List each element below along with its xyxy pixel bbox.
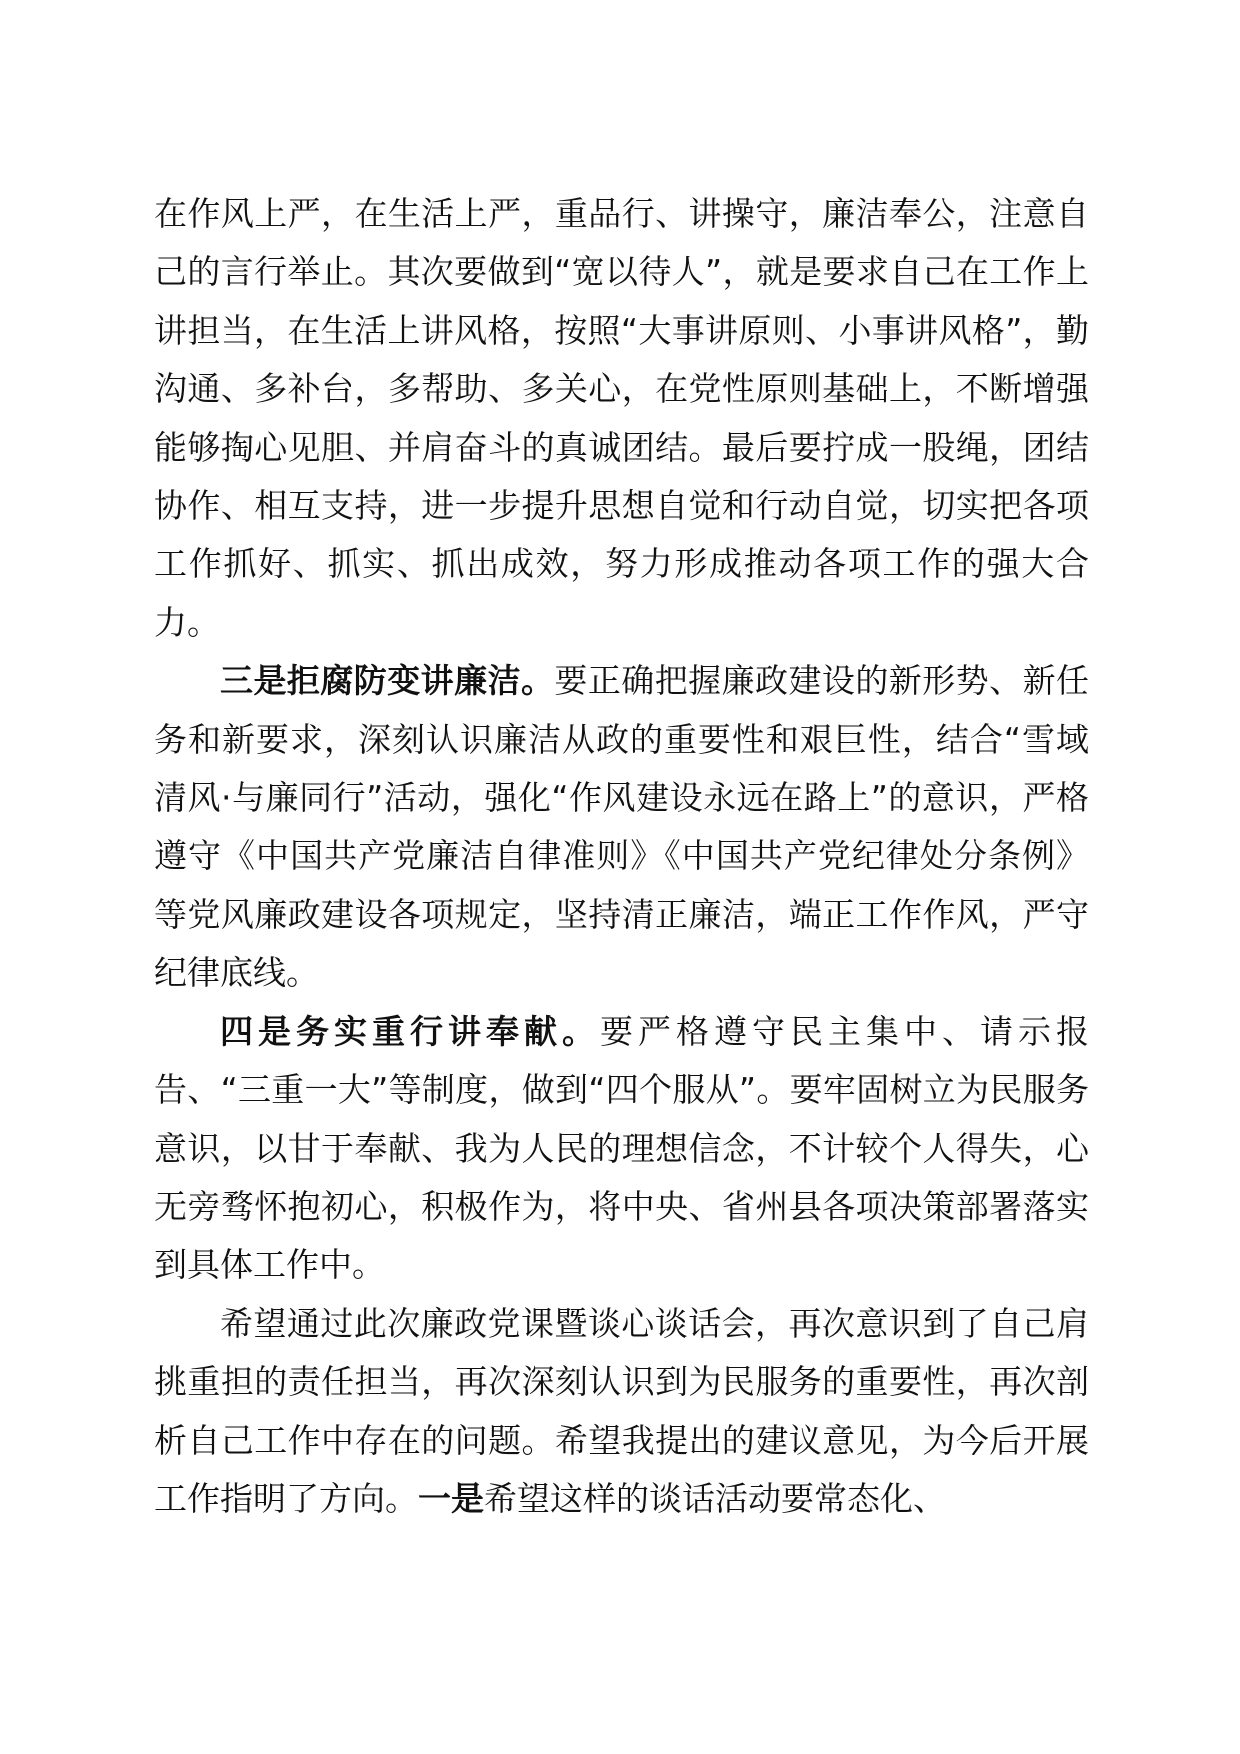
paragraph-dedication: [154, 1003, 1089, 1295]
paragraph-continuation: [154, 185, 1089, 652]
paragraph-hope: [154, 1295, 1089, 1529]
paragraph-text: 要严格遵守民主集中、请示报告、“三重一大”等制度，做到“四个服从”。要牢固树立为民服务意识，以甘于奉献、我为人民的理想信念，不计较个人得失，心无旁骛怀抱初心，积极作为，将中央、省州县各项决策部署落实到具体工作中。: [154, 1011, 1089, 1285]
paragraph-text: 希望通过此次廉政党课暨谈心谈话会，再次意识到了自己肩挑重担的责任担当，再次深刻认识到为民服务的重要性，再次剖析自己工作中存在的问题。希望我提出的建议意见，为今后开展工作指明了方向。: [154, 1303, 1089, 1518]
paragraph-text: 要正确把握廉政建设的新形势、新任务和新要求，深刻认识廉洁从政的重要性和艰巨性，结合“雪域清风·与廉同行”活动，强化“作风建设永远在路上”的意识，严格遵守《中国共产党廉洁自律准则》《中国共产党纪律处分条例》等党风廉政建设各项规定，坚持清正廉洁，端正工作作风，严守纪律底线。: [154, 661, 1090, 993]
inline-bold-marker: 一是: [418, 1478, 484, 1518]
paragraph-lead-heading: 三是拒腐防变讲廉洁。: [220, 661, 555, 701]
paragraph-tail-text: 希望这样的谈话活动要常态化、: [484, 1478, 946, 1518]
document-body: [154, 185, 1089, 1528]
paragraph-lead-heading: 四是务实重行讲奉献。: [220, 1011, 600, 1051]
paragraph-integrity: [154, 652, 1089, 1002]
paragraph-text: 在作风上严，在生活上严，重品行、讲操守，廉洁奉公，注意自己的言行举止。其次要做到“宽以待人”，就是要求自己在工作上讲担当，在生活上讲风格，按照“大事讲原则、小事讲风格”，勤沟通、多补台，多帮助、多关心，在党性原则基础上，不断增强能够掏心见胆、并肩奋斗的真诚团结。最后要拧成一股绳，团结协作、相互支持，进一步提升思想自觉和行动自觉，切实把各项工作抓好、抓实、抓出成效，努力形成推动各项工作的强大合力。: [154, 194, 1089, 642]
